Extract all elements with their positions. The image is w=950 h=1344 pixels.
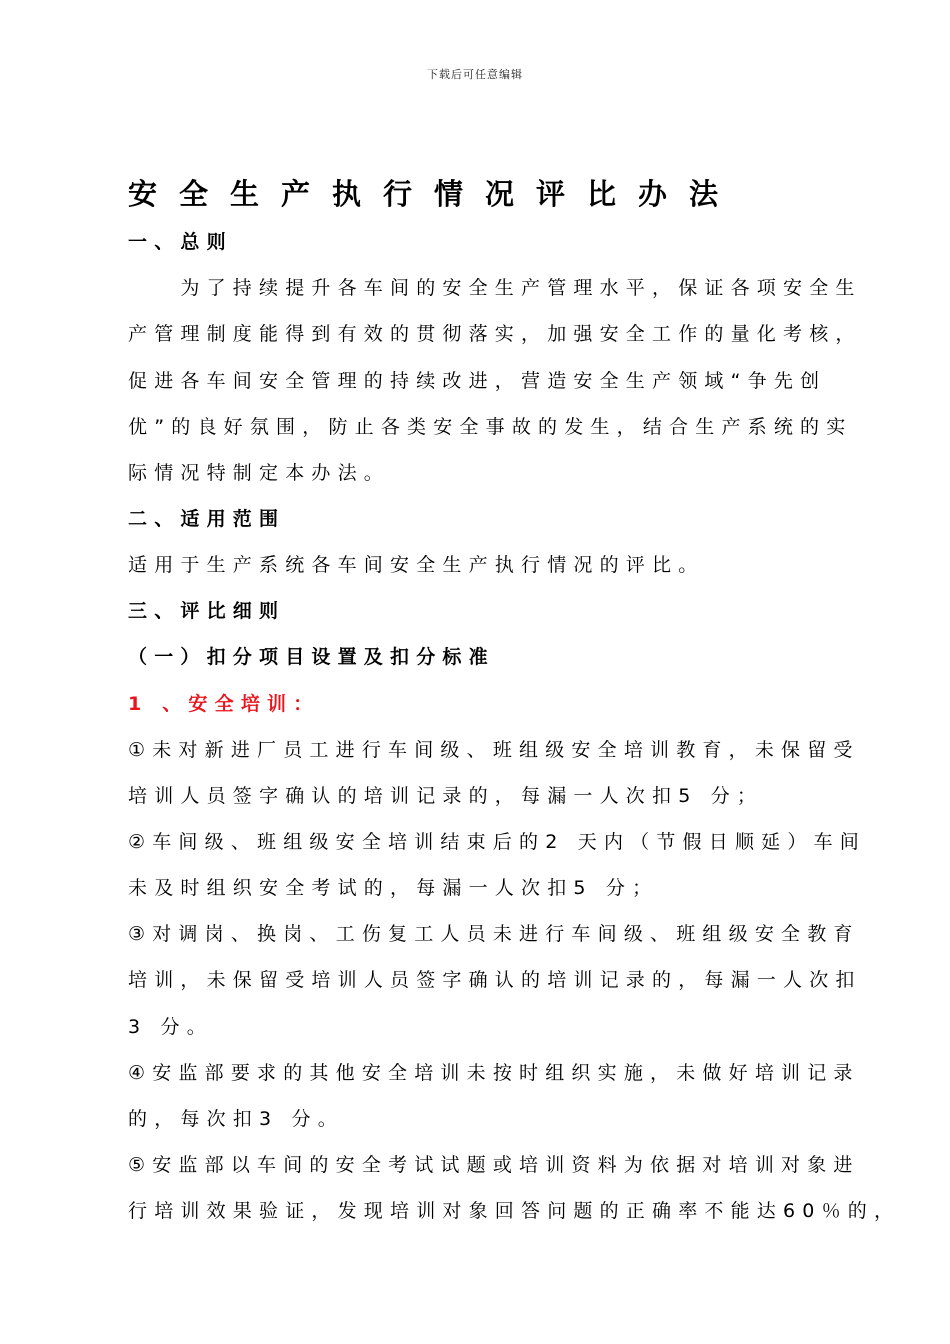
document-title: 安全生产执行情况评比办法	[128, 177, 741, 211]
section-heading-rules: 三、评比细则	[128, 600, 286, 622]
paragraph-line: 优”的良好氛围，防止各类安全事故的发生，结合生产系统的实	[128, 416, 853, 438]
list-item-line: 3 分。	[128, 1016, 213, 1038]
paragraph-line: 适用于生产系统各车间安全生产执行情况的评比。	[128, 554, 705, 576]
paragraph-line: 产管理制度能得到有效的贯彻落实，加强安全工作的量化考核，	[128, 323, 862, 345]
list-item-line: 培训人员签字确认的培训记录的，每漏一人次扣5 分；	[128, 785, 764, 807]
item-heading-safety-training: 1 、安全培训：	[128, 693, 320, 715]
paragraph-line: 促进各车间安全管理的持续改进，营造安全生产领域“争先创	[128, 370, 827, 392]
list-item-line: 行培训效果验证，发现培训对象回答问题的正确率不能达60％的，	[128, 1200, 901, 1222]
list-item-line: 的，每次扣3 分。	[128, 1108, 344, 1130]
list-item-line: ②车间级、班组级安全培训结束后的2 天内（节假日顺延）车间	[128, 831, 866, 853]
paragraph-line: 际情况特制定本办法。	[128, 462, 391, 484]
list-item-line: ⑤安监部以车间的安全考试试题或培训资料为依据对培训对象进	[128, 1154, 860, 1176]
header-note: 下载后可任意编辑	[427, 68, 523, 81]
section-heading-scope: 二、适用范围	[128, 508, 286, 530]
section-heading-general: 一、总则	[128, 231, 233, 253]
list-item-line: ①未对新进厂员工进行车间级、班组级安全培训教育，未保留受	[128, 739, 860, 761]
paragraph-line: 为了持续提升各车间的安全生产管理水平，保证各项安全生	[128, 277, 862, 299]
subsection-heading: （一）扣分项目设置及扣分标准	[128, 646, 495, 668]
list-item-line: ③对调岗、换岗、工伤复工人员未进行车间级、班组级安全教育	[128, 923, 860, 945]
list-item-line: ④安监部要求的其他安全培训未按时组织实施，未做好培训记录	[128, 1062, 860, 1084]
list-item-line: 未及时组织安全考试的，每漏一人次扣5 分；	[128, 877, 659, 899]
list-item-line: 培训，未保留受培训人员签字确认的培训记录的，每漏一人次扣	[128, 969, 862, 991]
